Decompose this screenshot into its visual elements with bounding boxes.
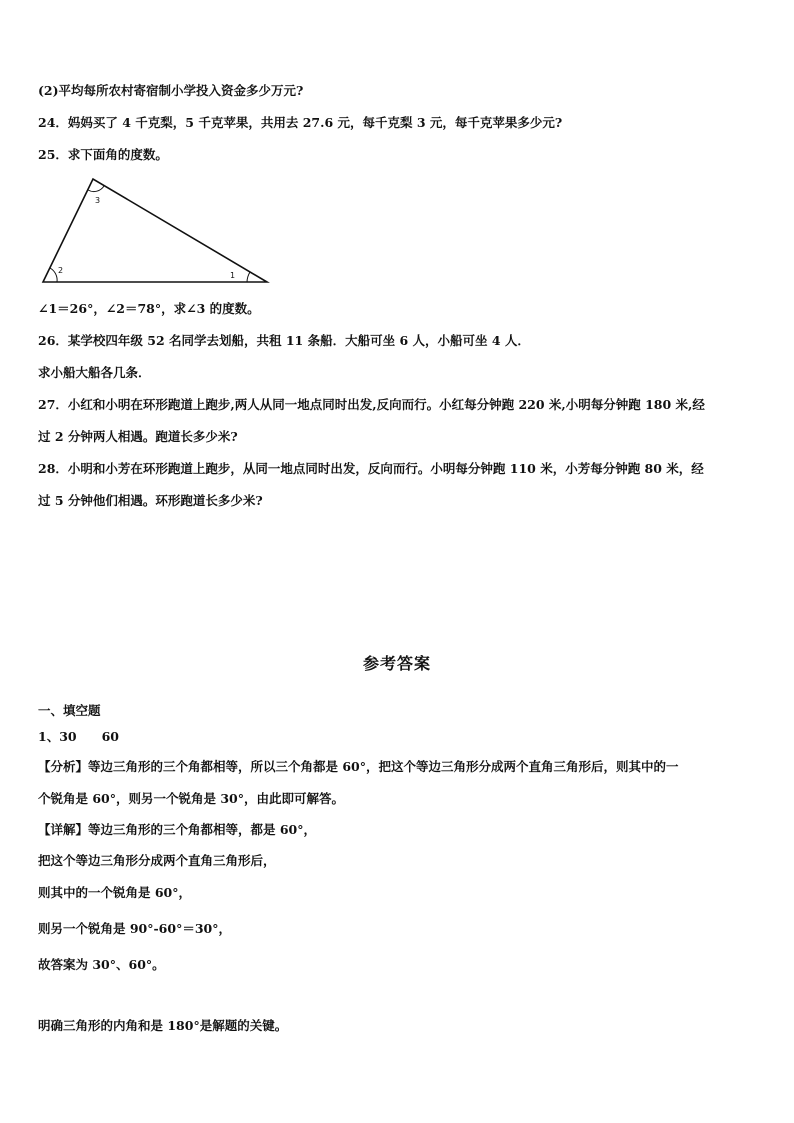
q26-line1: 26．某学校四年级 52 名同学去划船，共租 11 条船．大船可坐 6 人，小船可坐 4 人． <box>38 333 530 348</box>
angle-label-1: 1 <box>230 271 236 280</box>
q28-line1: 28．小明和小芳在环形跑道上跑步，从同一地点同时出发，反向而行。小明每分钟跑 110 米，小芳每分钟跑 80 米，经 <box>38 461 704 476</box>
triangle-figure <box>38 175 273 287</box>
detail-line-1: 【详解】等边三角形的三个角都相等，都是 60°， <box>38 822 316 837</box>
q25-condition: ∠1＝26°，∠2＝78°，求∠3 的度数。 <box>38 301 260 316</box>
detail-line-4: 则另一个锐角是 90°-60°＝30°， <box>38 921 231 936</box>
analysis-line-2: 个锐角是 60°，则另一个锐角是 30°，由此即可解答。 <box>38 791 344 806</box>
detail-line-2: 把这个等边三角形分成两个直角三角形后， <box>38 853 276 868</box>
angle-arc-1 <box>247 272 250 282</box>
q28-line2: 过 5 分钟他们相遇。环形跑道长多少米? <box>38 493 263 508</box>
detail-line-3: 则其中的一个锐角是 60°， <box>38 885 191 900</box>
angle-label-3: 3 <box>95 196 101 205</box>
angle-label-2: 2 <box>58 266 64 275</box>
section-heading: 一、填空题 <box>38 703 101 718</box>
q27-line2: 过 2 分钟两人相遇。跑道长多少米? <box>38 429 238 444</box>
angle-arc-2 <box>50 268 57 282</box>
q25: 25．求下面角的度数。 <box>38 147 168 162</box>
q27-line1: 27．小红和小明在环形跑道上跑步,两人从同一地点同时出发,反向而行。小红每分钟跑 220 米,小明每分钟跑 180 米,经 <box>38 397 705 412</box>
angle-arc-3 <box>88 186 104 192</box>
key-point: 明确三角形的内角和是 180°是解题的关键。 <box>38 1018 288 1033</box>
detail-line-5: 故答案为 30°、60°。 <box>38 957 165 972</box>
answers-title: 参考答案 <box>362 654 431 673</box>
triangle-outline <box>43 179 267 282</box>
q24: 24．妈妈买了 4 千克梨，5 千克苹果，共用去 27.6 元，每千克梨 3 元，每千克苹果多少元? <box>38 115 563 130</box>
answer-item-1: 1、30 60 <box>38 729 119 744</box>
q23-part2: (2)平均每所农村寄宿制小学投入资金多少万元? <box>38 83 304 98</box>
q26-line2: 求小船大船各几条． <box>38 365 151 380</box>
analysis-line-1: 【分析】等边三角形的三个角都相等，所以三个角都是 60°，把这个等边三角形分成两个直角三角形后，则其中的一 <box>38 759 679 774</box>
